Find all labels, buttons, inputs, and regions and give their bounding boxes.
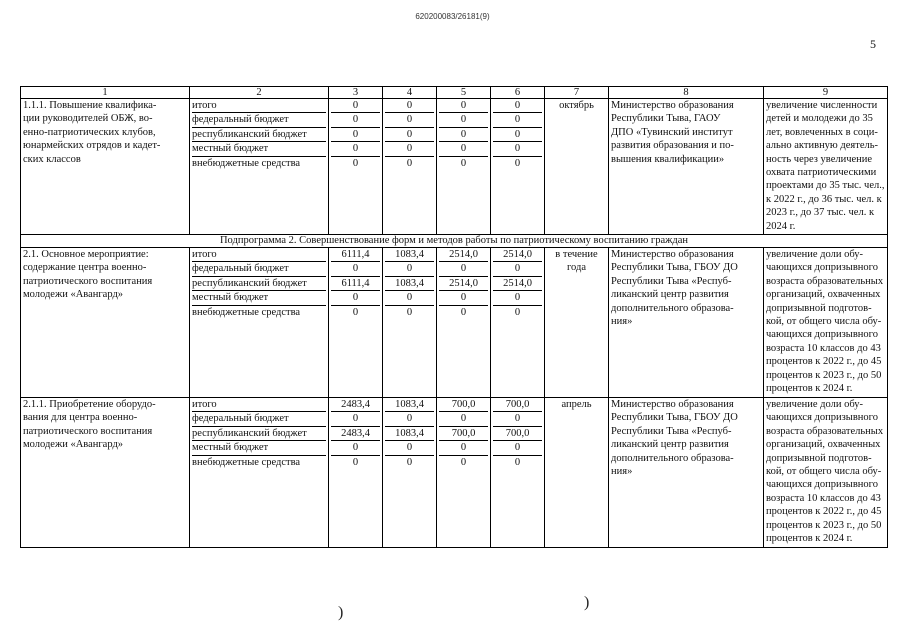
header-cell: 7 <box>545 87 609 99</box>
budget-source-label: местный бюджет <box>192 441 326 455</box>
budget-source-label: местный бюджет <box>192 142 326 156</box>
result-line: охвата патриотическими <box>766 166 877 178</box>
budget-source-cell <box>190 99 329 235</box>
result-line: чающихся допризывного <box>766 412 878 424</box>
executor-line: ния» <box>611 315 633 327</box>
executor-line: ДПО «Тувинский институт <box>611 126 733 138</box>
term-cell <box>545 398 609 548</box>
event-title-line: содержание центра военно- <box>23 262 147 274</box>
amount-value: 0 <box>352 157 359 169</box>
result-line: допризывной подготов- <box>766 302 872 314</box>
budget-source-label: федеральный бюджет <box>192 262 326 276</box>
amount-value: 0 <box>331 128 380 142</box>
event-title-line: патриотического воспитания <box>23 275 153 287</box>
budget-source-label: местный бюджет <box>192 291 326 305</box>
amount-value: 0 <box>439 441 488 455</box>
amount-value: 0 <box>385 412 434 426</box>
executor-line: дополнительного образова- <box>611 302 734 314</box>
result-line: ность через увеличение <box>766 153 873 165</box>
executor-cell <box>609 398 764 548</box>
event-title-line: патриотического воспитания <box>23 425 153 437</box>
amount-value: 0 <box>385 99 434 113</box>
amount-value: 0 <box>460 456 467 468</box>
amount-value: 0 <box>331 412 380 426</box>
header-cell: 8 <box>609 87 764 99</box>
budget-source-label: итого <box>192 99 326 113</box>
executor-line: развития образования и по- <box>611 140 734 152</box>
event-title-line: юнармейских отрядов и кадет- <box>23 140 161 152</box>
result-cell <box>764 248 888 398</box>
result-line: увеличение доли обу- <box>766 399 864 410</box>
amount-value: 0 <box>439 113 488 127</box>
event-title-line: 1.1.1. Повышение квалифика- <box>23 100 157 111</box>
amount-value: 0 <box>352 306 359 318</box>
amount-value: 700,0 <box>439 427 488 441</box>
result-line: детей и молодежи до 35 <box>766 113 873 125</box>
amount-value: 0 <box>493 142 542 156</box>
header-cell: 6 <box>491 87 545 99</box>
budget-source-cell <box>190 248 329 398</box>
result-line: процентов к 2023 г., до 50 <box>766 519 882 531</box>
amount-value: 0 <box>385 291 434 305</box>
amount-value: 2514,0 <box>439 277 488 291</box>
header-cell: 3 <box>329 87 383 99</box>
budget-source-label: итого <box>192 398 326 412</box>
result-line: процентов к 2024 г. <box>766 532 853 544</box>
handwritten-mark: ) <box>338 604 344 621</box>
result-line: увеличение численности <box>766 100 878 111</box>
amount-cell <box>491 99 545 235</box>
amount-value: 0 <box>514 306 521 318</box>
result-line: 2024 г. <box>766 220 796 232</box>
budget-source-label: внебюджетные средства <box>192 157 301 169</box>
result-line: увеличение доли обу- <box>766 249 864 260</box>
result-line: допризывной подготов- <box>766 452 872 464</box>
result-line: чающихся допризывного <box>766 479 878 491</box>
result-line: возраста 10 классов до 43 <box>766 492 881 504</box>
amount-value: 0 <box>439 412 488 426</box>
executor-line: Республики Тыва «Респуб- <box>611 425 732 437</box>
amount-value: 1083,4 <box>385 277 434 291</box>
amount-value: 0 <box>439 262 488 276</box>
amount-value: 2514,0 <box>439 248 488 262</box>
result-cell <box>764 398 888 548</box>
amount-value: 700,0 <box>493 427 542 441</box>
budget-source-label: республиканский бюджет <box>192 427 326 441</box>
amount-value: 0 <box>493 412 542 426</box>
amount-value: 0 <box>331 142 380 156</box>
handwritten-mark: ) <box>584 594 590 611</box>
event-title-line: 2.1.1. Приобретение оборудо- <box>23 399 156 410</box>
budget-source-label: внебюджетные средства <box>192 306 301 318</box>
amount-value: 0 <box>439 128 488 142</box>
amount-cell <box>437 248 491 398</box>
amount-value: 0 <box>514 157 521 169</box>
result-line: процентов к 2022 г., до 45 <box>766 506 882 518</box>
amount-value: 0 <box>493 441 542 455</box>
event-title-line: ских классов <box>23 153 81 165</box>
amount-value: 0 <box>331 441 380 455</box>
event-title-line: молодежи «Авангард» <box>23 439 124 451</box>
amount-value: 0 <box>385 262 434 276</box>
executor-cell <box>609 99 764 235</box>
amount-cell <box>383 248 437 398</box>
amount-cell <box>329 99 383 235</box>
result-line: чающихся допризывного <box>766 329 878 341</box>
amount-value: 2483,4 <box>331 427 380 441</box>
amount-value: 2483,4 <box>331 398 380 412</box>
result-line: ально активную деятель- <box>766 140 879 152</box>
event-title-line: 2.1. Основное мероприятие: <box>23 249 149 260</box>
budget-source-label: республиканский бюджет <box>192 128 326 142</box>
result-line: возраста образовательных <box>766 275 884 287</box>
amount-value: 0 <box>439 291 488 305</box>
amount-cell <box>491 398 545 548</box>
amount-value: 1083,4 <box>385 427 434 441</box>
header-cell: 1 <box>21 87 190 99</box>
amount-value: 0 <box>406 306 413 318</box>
amount-value: 0 <box>460 306 467 318</box>
result-line: к 2022 г., до 36 тыс. чел. к <box>766 193 882 205</box>
term-line: октябрь <box>559 100 594 111</box>
result-cell <box>764 99 888 235</box>
amount-cell <box>383 398 437 548</box>
amount-cell <box>437 99 491 235</box>
subprogram-row <box>21 235 888 248</box>
budget-source-label: федеральный бюджет <box>192 412 326 426</box>
term-cell <box>545 248 609 398</box>
table-row <box>21 248 888 398</box>
subprogram-title: Подпрограмма 2. Совершенствование форм и методов работы по патриотическому воспитанию граждан <box>21 235 888 248</box>
amount-value: 0 <box>514 456 521 468</box>
result-line: возраста образовательных <box>766 425 884 437</box>
event-title-cell <box>21 248 190 398</box>
term-line: апрель <box>561 399 592 410</box>
amount-value: 0 <box>385 441 434 455</box>
budget-source-label: внебюджетные средства <box>192 456 301 468</box>
amount-value: 0 <box>493 262 542 276</box>
event-title-line: молодежи «Авангард» <box>23 289 124 301</box>
amount-value: 0 <box>352 456 359 468</box>
budget-source-label: итого <box>192 248 326 262</box>
amount-cell <box>329 398 383 548</box>
amount-value: 0 <box>385 113 434 127</box>
result-line: чающихся допризывного <box>766 262 878 274</box>
table-row <box>21 398 888 548</box>
header-row <box>21 87 888 99</box>
amount-cell <box>437 398 491 548</box>
amount-cell <box>383 99 437 235</box>
budget-source-label: федеральный бюджет <box>192 113 326 127</box>
amount-value: 0 <box>331 262 380 276</box>
result-line: проектами до 35 тыс. чел., <box>766 180 885 192</box>
executor-line: ликанский центр развития <box>611 439 729 451</box>
budget-source-label: республиканский бюджет <box>192 277 326 291</box>
result-line: кой, от общего числа обу- <box>766 315 882 327</box>
amount-value: 0 <box>385 128 434 142</box>
event-title-line: ции руководителей ОБЖ, во- <box>23 113 153 125</box>
header-cell: 5 <box>437 87 491 99</box>
executor-line: Республики Тыва, ГАОУ <box>611 113 721 125</box>
event-title-cell <box>21 398 190 548</box>
program-table <box>20 86 888 548</box>
amount-value: 0 <box>460 157 467 169</box>
amount-value: 0 <box>439 99 488 113</box>
result-line: кой, от общего числа обу- <box>766 465 882 477</box>
amount-value: 0 <box>439 142 488 156</box>
result-line: организаций, охваченных <box>766 289 881 301</box>
executor-cell <box>609 248 764 398</box>
executor-line: Республики Тыва, ГБОУ ДО <box>611 262 738 274</box>
amount-value: 1083,4 <box>385 248 434 262</box>
executor-line: ликанский центр развития <box>611 289 729 301</box>
amount-value: 700,0 <box>493 398 542 412</box>
executor-line: Министерство образования <box>611 100 734 111</box>
executor-line: ния» <box>611 465 633 477</box>
result-line: процентов к 2023 г., до 50 <box>766 369 882 381</box>
executor-line: дополнительного образова- <box>611 452 734 464</box>
header-cell: 4 <box>383 87 437 99</box>
result-line: процентов к 2024 г. <box>766 382 853 394</box>
amount-value: 0 <box>406 456 413 468</box>
amount-value: 0 <box>406 157 413 169</box>
amount-value: 0 <box>493 113 542 127</box>
result-line: процентов к 2022 г., до 45 <box>766 356 882 368</box>
amount-value: 0 <box>331 291 380 305</box>
table-row <box>21 99 888 235</box>
page-number: 5 <box>870 37 876 51</box>
event-title-line: енно-патриотических клубов, <box>23 126 156 138</box>
amount-value: 2514,0 <box>493 248 542 262</box>
event-title-cell <box>21 99 190 235</box>
amount-value: 0 <box>385 142 434 156</box>
amount-cell <box>491 248 545 398</box>
amount-value: 0 <box>493 291 542 305</box>
budget-source-cell <box>190 398 329 548</box>
amount-value: 2514,0 <box>493 277 542 291</box>
result-line: организаций, охваченных <box>766 439 881 451</box>
term-line: в течение <box>555 249 598 260</box>
executor-line: вышения квалификации» <box>611 153 725 165</box>
result-line: 2023 г., до 37 тыс. чел. к <box>766 207 875 219</box>
amount-value: 0 <box>331 113 380 127</box>
amount-value: 6111,4 <box>331 248 380 262</box>
amount-value: 1083,4 <box>385 398 434 412</box>
amount-value: 0 <box>331 99 380 113</box>
amount-cell <box>329 248 383 398</box>
header-cell: 2 <box>190 87 329 99</box>
result-line: возраста 10 классов до 43 <box>766 342 881 354</box>
amount-value: 0 <box>493 128 542 142</box>
executor-line: Республики Тыва «Респуб- <box>611 275 732 287</box>
executor-line: Республики Тыва, ГБОУ ДО <box>611 412 738 424</box>
executor-line: Министерство образования <box>611 249 734 260</box>
term-line: года <box>567 262 586 274</box>
event-title-line: вания для центра военно- <box>23 412 138 424</box>
result-line: лет, вовлеченных в соци- <box>766 126 878 138</box>
amount-value: 0 <box>493 99 542 113</box>
executor-line: Министерство образования <box>611 399 734 410</box>
document-id: 620200083/26181(9) <box>415 12 490 21</box>
amount-value: 700,0 <box>439 398 488 412</box>
amount-value: 6111,4 <box>331 277 380 291</box>
header-cell: 9 <box>764 87 888 99</box>
term-cell <box>545 99 609 235</box>
